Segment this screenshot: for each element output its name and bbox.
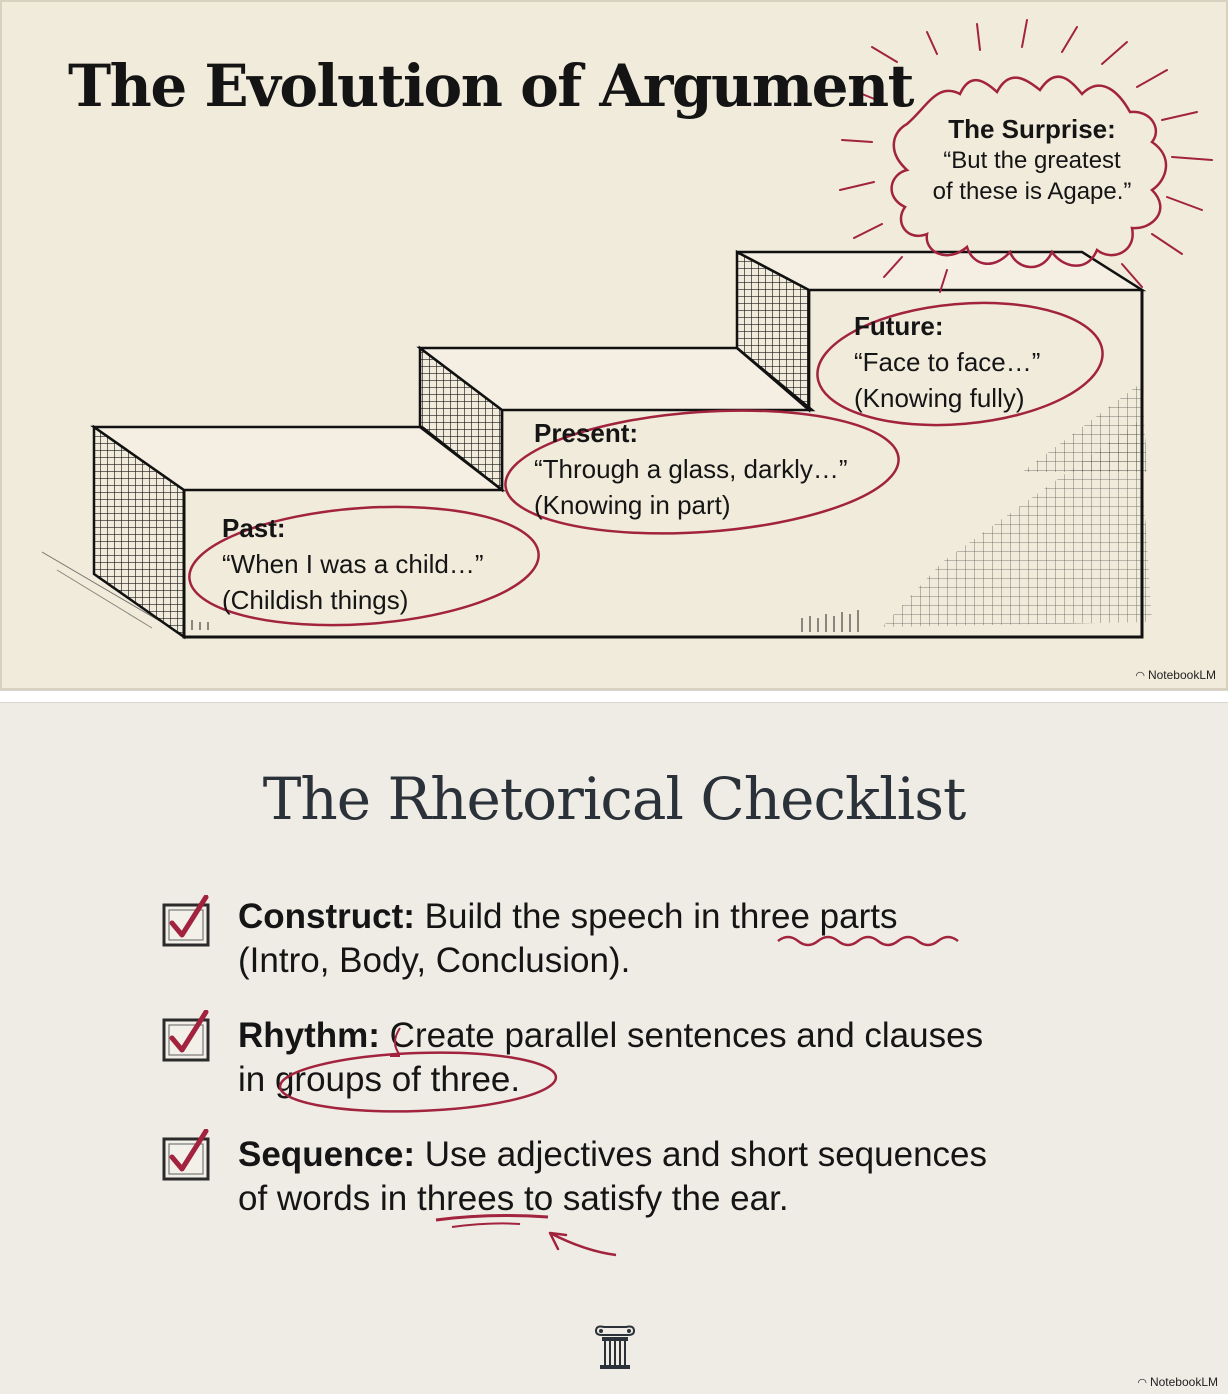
step-quote: “When I was a child…”: [222, 549, 484, 579]
slide-title: The Evolution of Argument: [68, 52, 913, 120]
item-line-1: Use adjectives and short sequences: [424, 1135, 988, 1174]
notebooklm-logo-icon: ◠: [1137, 1377, 1147, 1389]
item-line-2: (Intro, Body, Conclusion).: [238, 941, 631, 980]
step-heading: Future:: [854, 311, 944, 341]
red-annotations: [0, 703, 1228, 1394]
step-label-present: [534, 415, 848, 523]
item-line-1: Build the speech in three parts: [424, 897, 898, 936]
slide-divider: [0, 690, 1228, 703]
item-line-2: of words in threes to satisfy the ear.: [238, 1179, 789, 1218]
groups-circle-mark: [279, 1048, 557, 1116]
step-label-future: [854, 308, 1040, 416]
brand-watermark: ◠ NotebookLM: [1135, 668, 1216, 682]
step-quote: “Face to face…”: [854, 347, 1041, 377]
step-note: (Childish things): [222, 585, 409, 615]
slide-rhetorical-checklist: [0, 703, 1228, 1394]
step-future-top: [737, 252, 1142, 290]
notebooklm-logo-icon: ◠: [1135, 670, 1145, 682]
slide-evolution-of-argument: [0, 0, 1228, 690]
item-heading: Sequence:: [238, 1135, 415, 1174]
step-quote: “Through a glass, darkly…”: [534, 454, 848, 484]
surprise-line-1: “But the greatest: [943, 147, 1121, 174]
item-line-2: in groups of three.: [238, 1060, 521, 1099]
slide-title: The Rhetorical Checklist: [262, 765, 966, 833]
underline-mark: [436, 1216, 548, 1220]
item-heading: Construct:: [238, 897, 415, 936]
step-label-past: [222, 510, 484, 618]
step-heading: Present:: [534, 418, 639, 448]
step-heading: Past:: [222, 513, 286, 543]
item-heading: Rhythm:: [238, 1016, 380, 1055]
wavy-underline-mark: [778, 937, 958, 945]
surprise-callout: [907, 114, 1157, 207]
step-note: (Knowing fully): [854, 383, 1025, 413]
arrow-mark: [550, 1233, 616, 1255]
item-line-1: Create parallel sentences and clauses: [389, 1016, 984, 1055]
surprise-heading: The Surprise:: [948, 114, 1116, 144]
brand-watermark: ◠ NotebookLM: [1137, 1375, 1218, 1389]
surprise-line-2: of these is Agape.”: [932, 178, 1132, 205]
column-pillar-icon: [592, 1323, 638, 1371]
step-note: (Knowing in part): [534, 490, 731, 520]
